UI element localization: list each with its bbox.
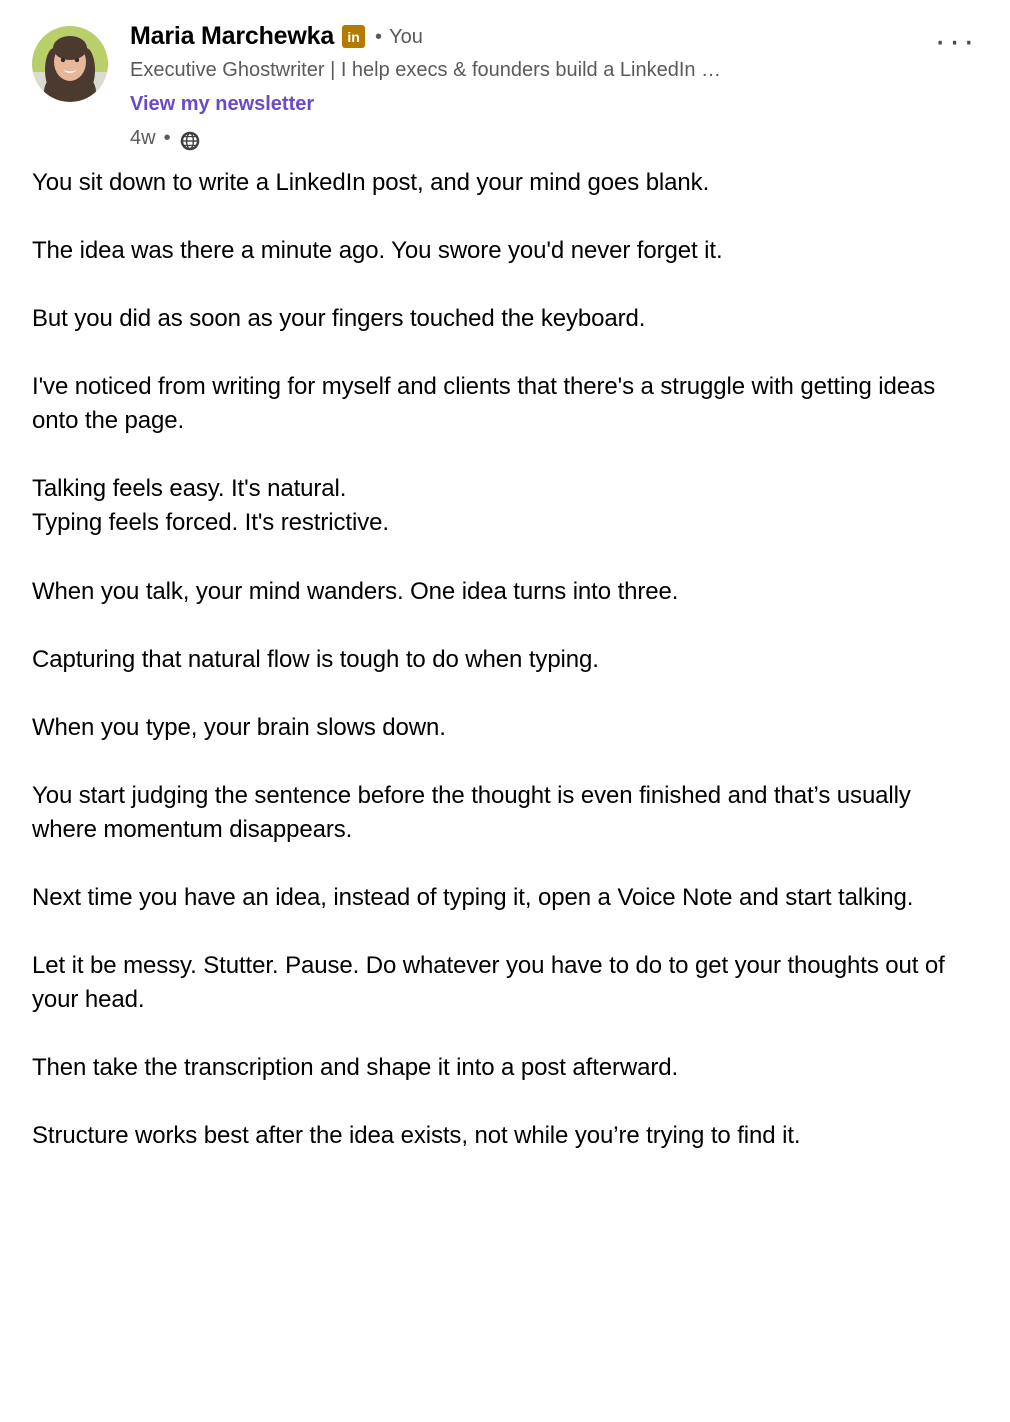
post-paragraph: But you did as soon as your fingers touched the keyboard. — [32, 305, 646, 333]
profile-photo-icon — [32, 26, 108, 102]
post-paragraph: When you talk, your mind wanders. One idea turns into three. — [32, 577, 679, 605]
post-paragraph: Then take the transcription and shape it into a post afterward. — [32, 1054, 679, 1082]
post-paragraph: You start judging the sentence before the thought is even finished and that’s usually where momentum disappears. — [32, 781, 911, 843]
post-options-button[interactable]: ··· — [934, 22, 978, 60]
post-paragraph: You sit down to write a LinkedIn post, and your mind goes blank. — [32, 169, 710, 196]
globe-icon — [179, 130, 201, 152]
author-name[interactable]: Maria Marchewka — [130, 22, 335, 50]
post-paragraph: Capturing that natural flow is tough to do when typing. — [32, 645, 599, 673]
linkedin-verified-badge-icon: in — [342, 25, 365, 48]
avatar[interactable] — [32, 26, 108, 102]
post-content — [0, 150, 1010, 1153]
meta-separator: • — [163, 127, 171, 149]
post-paragraph: Let it be messy. Stutter. Pause. Do whatever you have to do to get your thoughts out of your head. — [32, 952, 945, 1014]
post-meta — [130, 127, 986, 150]
post-paragraph: The idea was there a minute ago. You swore you'd never forget it. — [32, 237, 723, 265]
you-label: You — [389, 25, 423, 48]
post-paragraph: Next time you have an idea, instead of typing it, open a Voice Note and start talking. — [32, 883, 914, 911]
author-headline: Executive Ghostwriter | I help execs & founders build a LinkedIn … — [130, 59, 722, 81]
post-line: Typing feels forced. It's restrictive. — [32, 509, 389, 537]
post-header — [0, 0, 1010, 150]
post-paragraph: When you type, your brain slows down. — [32, 713, 446, 741]
post-paragraph: Structure works best after the idea exists, not while you’re trying to find it. — [32, 1122, 801, 1150]
post-line: Talking feels easy. It's natural. — [32, 475, 347, 503]
post-time: 4w — [130, 127, 156, 149]
post-paragraph-two-line — [32, 472, 980, 540]
name-separator: • — [375, 25, 383, 48]
post-paragraph: I've noticed from writing for myself and clients that there's a struggle with getting ideas onto the page. — [32, 373, 936, 435]
view-newsletter-link[interactable]: View my newsletter — [130, 93, 315, 115]
post-author-info — [130, 22, 986, 150]
author-name-row — [130, 24, 986, 49]
